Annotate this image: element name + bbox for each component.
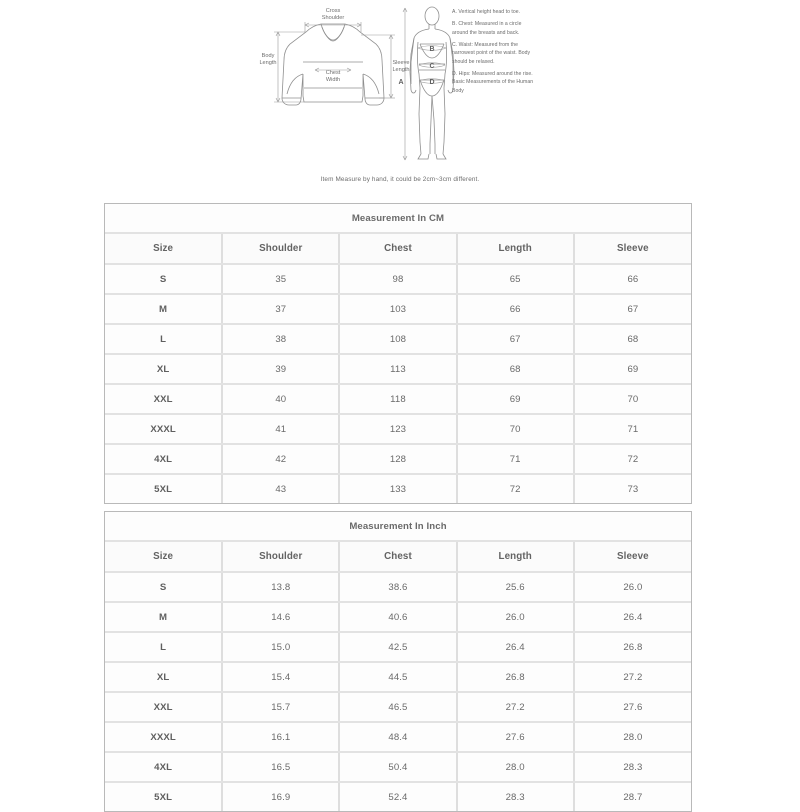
table-row (105, 414, 691, 444)
table-header-row (105, 541, 691, 572)
cell-sleeve: 66 (574, 264, 691, 294)
cell-chest: 38.6 (339, 572, 456, 602)
column-header-size: Size (105, 541, 222, 572)
cell-chest: 128 (339, 444, 456, 474)
label-body-length-line1: Body (261, 53, 275, 59)
table-row (105, 602, 691, 632)
cell-shoulder: 15.7 (222, 692, 339, 722)
cell-length: 65 (457, 264, 574, 294)
cell-size: 5XL (105, 782, 222, 811)
cell-chest: 48.4 (339, 722, 456, 752)
cell-size: XXL (105, 692, 222, 722)
cell-length: 28.0 (457, 752, 574, 782)
size-table-cm (104, 203, 692, 504)
cell-size: 5XL (105, 474, 222, 503)
table-row (105, 722, 691, 752)
cell-size: 4XL (105, 444, 222, 474)
measurement-note-a (452, 8, 538, 16)
cell-chest: 118 (339, 384, 456, 414)
column-header-sleeve: Sleeve (574, 233, 691, 264)
table-row (105, 264, 691, 294)
cell-shoulder: 15.0 (222, 632, 339, 662)
cell-shoulder: 43 (222, 474, 339, 503)
cell-sleeve: 71 (574, 414, 691, 444)
cell-sleeve: 26.0 (574, 572, 691, 602)
measurement-notes-list (452, 8, 538, 99)
cell-chest: 103 (339, 294, 456, 324)
cell-chest: 133 (339, 474, 456, 503)
cell-shoulder: 15.4 (222, 662, 339, 692)
measurement-note-d (452, 70, 538, 95)
cell-size: L (105, 324, 222, 354)
size-table-inch (104, 511, 692, 812)
cell-chest: 123 (339, 414, 456, 444)
cell-chest: 42.5 (339, 632, 456, 662)
column-header-chest: Chest (339, 233, 456, 264)
cell-shoulder: 37 (222, 294, 339, 324)
column-header-length: Length (457, 541, 574, 572)
body-marker-a: A (398, 79, 404, 86)
cell-length: 27.2 (457, 692, 574, 722)
cell-sleeve: 73 (574, 474, 691, 503)
cell-length: 67 (457, 324, 574, 354)
cell-shoulder: 16.1 (222, 722, 339, 752)
table-row (105, 662, 691, 692)
cell-length: 26.4 (457, 632, 574, 662)
column-header-length: Length (457, 233, 574, 264)
column-header-shoulder: Shoulder (222, 233, 339, 264)
table-row (105, 632, 691, 662)
cell-length: 69 (457, 384, 574, 414)
table-row (105, 294, 691, 324)
cell-sleeve: 70 (574, 384, 691, 414)
note-letter-c: C. (452, 42, 458, 49)
label-chest-width-line1: Chest (325, 70, 341, 76)
cell-shoulder: 41 (222, 414, 339, 444)
column-header-shoulder: Shoulder (222, 541, 339, 572)
label-sleeve-length-line2: Length (392, 67, 410, 73)
label-chest-width-line2: Width (325, 77, 341, 83)
cell-length: 27.6 (457, 722, 574, 752)
table-row (105, 324, 691, 354)
column-header-sleeve: Sleeve (574, 541, 691, 572)
cell-length: 68 (457, 354, 574, 384)
note-text-b: Chest: Measured in a circle around the breasts and back. (452, 21, 522, 36)
note-letter-b: B. (452, 21, 457, 28)
body-marker-c: C (429, 63, 435, 70)
measurement-diagram-area (0, 0, 800, 196)
cell-sleeve: 28.7 (574, 782, 691, 811)
cell-shoulder: 39 (222, 354, 339, 384)
cell-size: XXL (105, 384, 222, 414)
cell-shoulder: 42 (222, 444, 339, 474)
table-row (105, 752, 691, 782)
cell-shoulder: 35 (222, 264, 339, 294)
cell-length: 72 (457, 474, 574, 503)
table-row (105, 444, 691, 474)
column-header-size: Size (105, 233, 222, 264)
note-text-a: Vertical height head to toe. (458, 9, 521, 15)
cell-sleeve: 27.6 (574, 692, 691, 722)
cell-chest: 50.4 (339, 752, 456, 782)
cell-size: S (105, 572, 222, 602)
cell-length: 71 (457, 444, 574, 474)
column-header-chest: Chest (339, 541, 456, 572)
cell-size: XXXL (105, 414, 222, 444)
cell-chest: 46.5 (339, 692, 456, 722)
cell-size: XL (105, 662, 222, 692)
body-marker-d: D (429, 79, 435, 86)
cell-sleeve: 28.3 (574, 752, 691, 782)
cell-chest: 113 (339, 354, 456, 384)
table-row (105, 384, 691, 414)
table-row (105, 474, 691, 503)
cell-size: L (105, 632, 222, 662)
label-cross-shoulder-line1: Cross (325, 8, 341, 14)
body-marker-b: B (429, 46, 435, 53)
table-title-inch: Measurement In Inch (105, 512, 691, 541)
cell-size: M (105, 294, 222, 324)
table-row (105, 782, 691, 811)
table-row (105, 572, 691, 602)
cell-sleeve: 69 (574, 354, 691, 384)
cell-size: XL (105, 354, 222, 384)
cell-shoulder: 16.5 (222, 752, 339, 782)
cell-sleeve: 68 (574, 324, 691, 354)
cell-chest: 40.6 (339, 602, 456, 632)
cell-size: XXXL (105, 722, 222, 752)
hand-measure-note: Item Measure by hand, it could be 2cm~3cm different. (320, 176, 480, 183)
table-row (105, 354, 691, 384)
cell-chest: 44.5 (339, 662, 456, 692)
note-text-c: Waist: Measured from the narrowest point of the waist. Body should be relaxed. (452, 42, 531, 65)
cell-length: 26.8 (457, 662, 574, 692)
note-text-d: Hips: Measured around the rise. Basic Measurements of the Human Body (452, 71, 534, 94)
cell-sleeve: 26.4 (574, 602, 691, 632)
label-body-length-line2: Length (259, 60, 277, 66)
cell-shoulder: 13.8 (222, 572, 339, 602)
table-header-row (105, 233, 691, 264)
cell-shoulder: 38 (222, 324, 339, 354)
cell-length: 26.0 (457, 602, 574, 632)
cell-size: M (105, 602, 222, 632)
cell-length: 25.6 (457, 572, 574, 602)
table-title-cm: Measurement In CM (105, 204, 691, 233)
cell-chest: 52.4 (339, 782, 456, 811)
cell-sleeve: 27.2 (574, 662, 691, 692)
cell-sleeve: 26.8 (574, 632, 691, 662)
cell-length: 66 (457, 294, 574, 324)
cell-size: S (105, 264, 222, 294)
cell-shoulder: 40 (222, 384, 339, 414)
table-row (105, 692, 691, 722)
note-letter-a: A. (452, 9, 457, 15)
garment-diagram (258, 2, 408, 142)
cell-shoulder: 16.9 (222, 782, 339, 811)
cell-sleeve: 72 (574, 444, 691, 474)
label-cross-shoulder-line2: Shoulder (321, 15, 345, 21)
measurement-note-b (452, 20, 538, 37)
cell-chest: 98 (339, 264, 456, 294)
label-sleeve-length-line1: Sleeve (392, 60, 410, 66)
cell-chest: 108 (339, 324, 456, 354)
measurement-note-c (452, 41, 538, 66)
cell-length: 28.3 (457, 782, 574, 811)
note-letter-d: D. (452, 71, 458, 78)
cell-shoulder: 14.6 (222, 602, 339, 632)
cell-length: 70 (457, 414, 574, 444)
cell-sleeve: 28.0 (574, 722, 691, 752)
cell-sleeve: 67 (574, 294, 691, 324)
cell-size: 4XL (105, 752, 222, 782)
